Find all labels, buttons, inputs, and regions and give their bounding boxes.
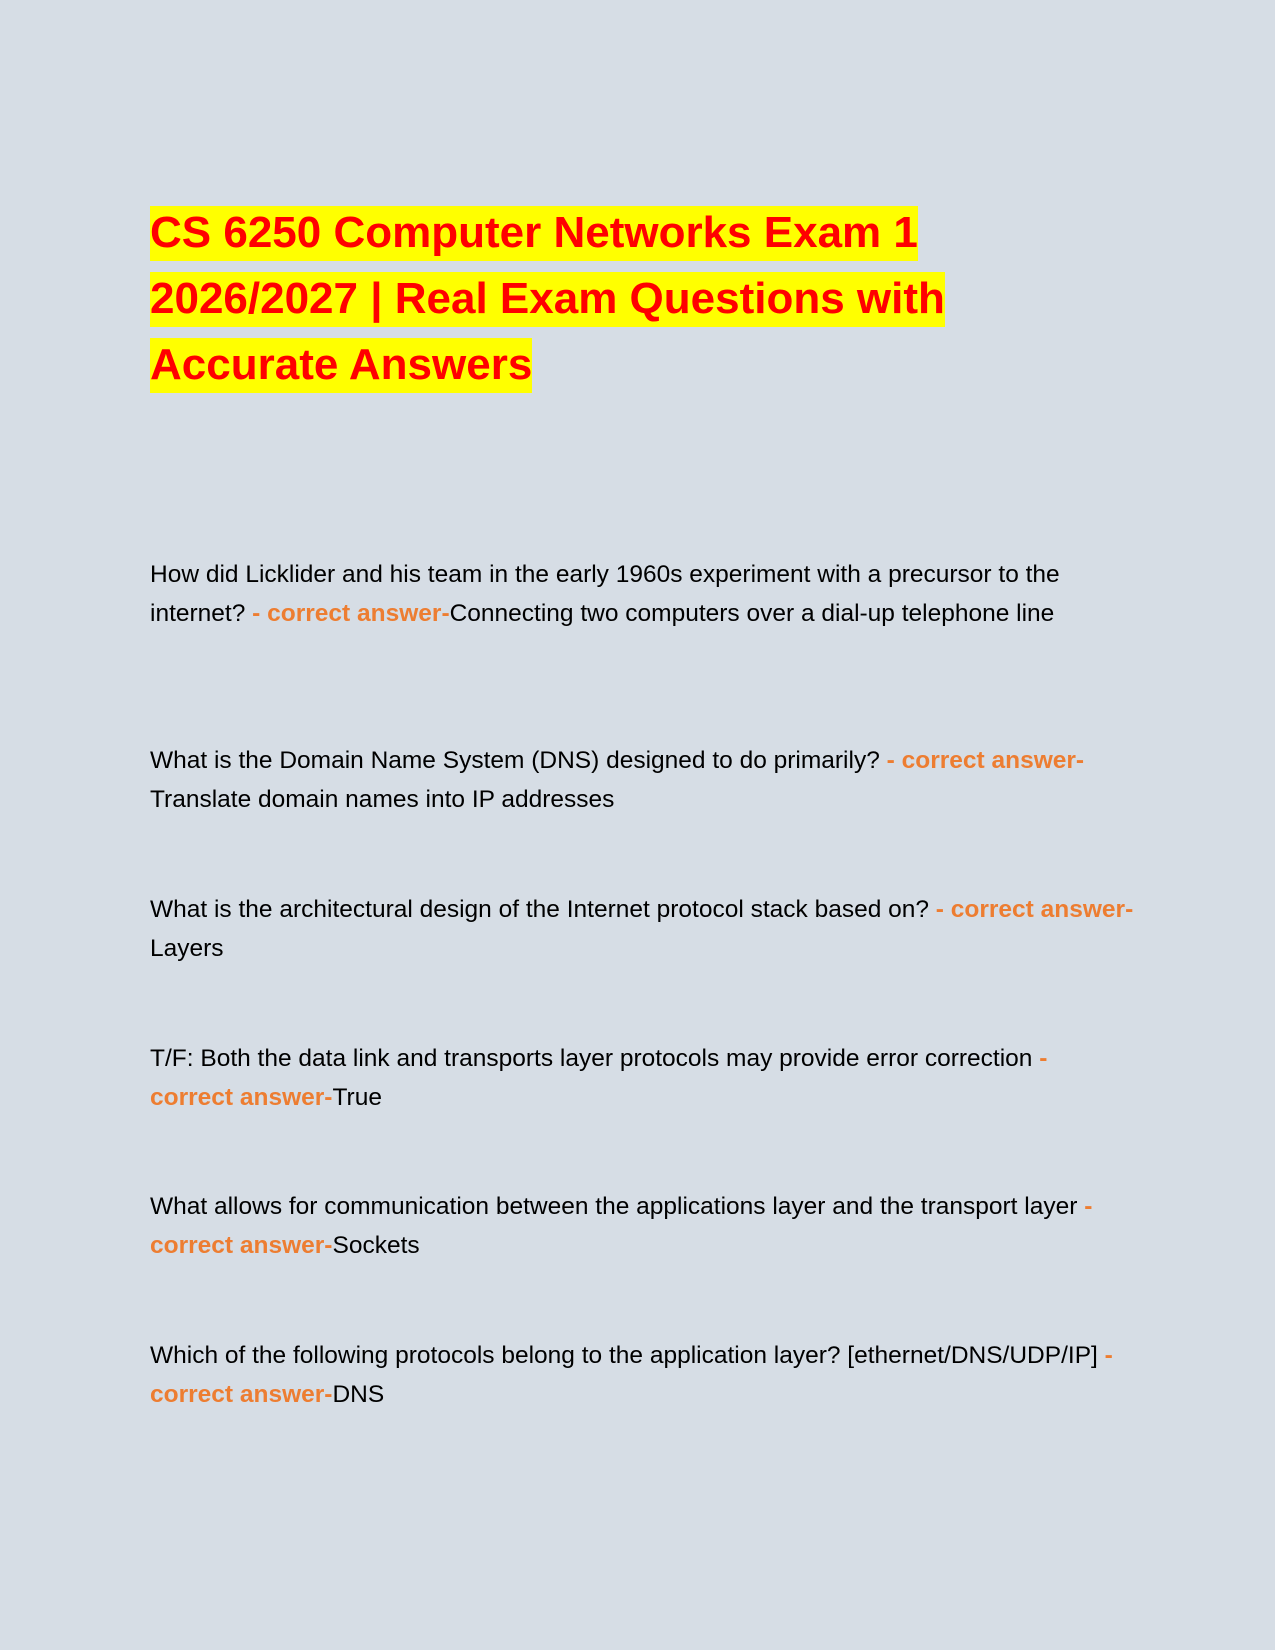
qa-item bbox=[150, 1040, 1135, 1117]
title-line: 2026/2027 | Real Exam Questions with bbox=[150, 272, 945, 327]
answer-text: Translate domain names into IP addresses bbox=[150, 785, 615, 813]
answer-separator: - correct answer- bbox=[879, 747, 1085, 774]
answer-separator: - correct answer- bbox=[150, 1045, 1048, 1111]
answer-text: True bbox=[332, 1083, 382, 1111]
qa-item bbox=[150, 1337, 1135, 1414]
title-block bbox=[150, 200, 970, 398]
qa-item bbox=[150, 891, 1135, 968]
title-line: CS 6250 Computer Networks Exam 1 bbox=[150, 206, 918, 261]
answer-separator: - correct answer- bbox=[150, 1342, 1113, 1408]
answer-separator: - correct answer- bbox=[245, 599, 450, 627]
question-text: What allows for communication between the applications layer and the transport layer bbox=[150, 1193, 1078, 1220]
qa-item bbox=[150, 556, 1135, 633]
question-text: What is the architectural design of the Internet protocol stack based on? bbox=[150, 896, 929, 923]
title-line: Accurate Answers bbox=[150, 338, 532, 393]
qa-item bbox=[150, 742, 1135, 819]
answer-text: Sockets bbox=[332, 1231, 420, 1259]
answer-text: Layers bbox=[150, 934, 224, 962]
document-title bbox=[150, 200, 970, 398]
question-text: How did Licklider and his team in the early 1960s experiment with a precursor to the internet? bbox=[150, 561, 1060, 627]
answer-text: Connecting two computers over a dial-up telephone line bbox=[449, 599, 1055, 627]
question-text: What is the Domain Name System (DNS) designed to do primarily? bbox=[150, 747, 880, 774]
answer-text: DNS bbox=[332, 1380, 385, 1408]
question-text: T/F: Both the data link and transports layer protocols may provide error correction bbox=[150, 1045, 1033, 1072]
qa-item bbox=[150, 1188, 1135, 1265]
answer-separator: - correct answer- bbox=[150, 1193, 1093, 1259]
question-text: Which of the following protocols belong to the application layer? [ethernet/DNS/UDP/IP] bbox=[150, 1342, 1098, 1369]
answer-separator: - correct answer- bbox=[929, 896, 1134, 923]
